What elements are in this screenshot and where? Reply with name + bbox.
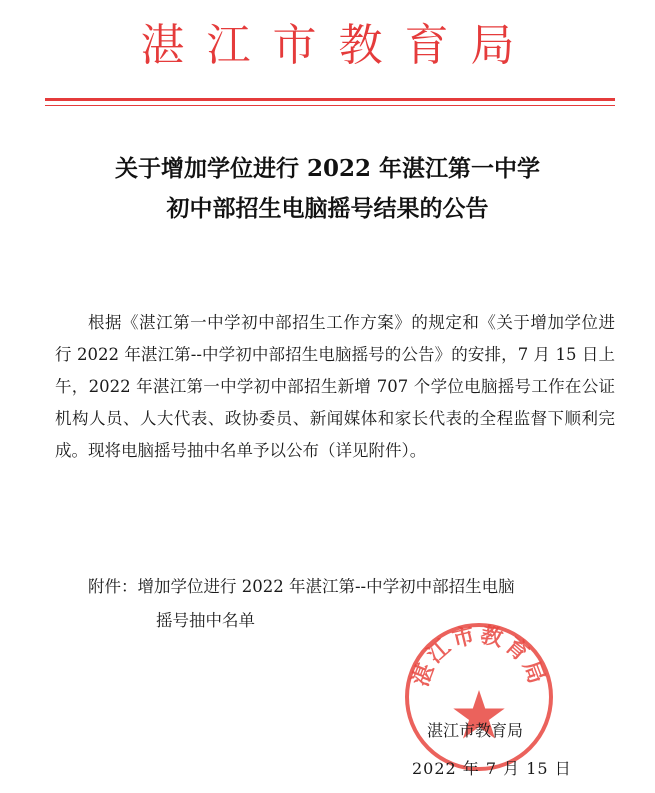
attachment-line-2: 摇号抽中名单 <box>156 611 255 630</box>
letterhead-divider-thick <box>45 98 615 101</box>
official-seal-stamp <box>402 620 556 774</box>
notice-title-line-1: 关于增加学位进行 2022 年湛江第一中学 <box>114 155 541 182</box>
attachment-label: 附件： <box>88 577 138 596</box>
notice-body-paragraph: 根据《湛江第一中学初中部招生工作方案》的规定和《关于增加学位进行 2022 年湛江第--中学初中部招生电脑摇号的公告》的安排，7 月 15 日上午，2022 年湛江第一中学初中部招生新增 707 个学位电脑摇号工作在公证机构人员、人大代表、政协委员、新闻媒体和家长代表的全程监督下顺利完成。现将电脑摇号抽中名单予以公布（详见附件）。 <box>55 313 615 460</box>
signature-date: 2022 年 7 月 15 日 <box>412 759 572 778</box>
signature-organization: 湛江市教育局 <box>427 721 524 740</box>
attachment-line-1: 增加学位进行 2022 年湛江第--中学初中部招生电脑 <box>137 577 515 596</box>
seal-ring-text: 湛江市教育局 <box>407 621 551 690</box>
notice-title-line-2: 初中部招生电脑摇号结果的公告 <box>166 195 489 222</box>
svg-text:湛江市教育局 <box>407 622 550 690</box>
letterhead-org-name: 湛江市教育局 <box>140 20 537 71</box>
letterhead-divider-thin <box>45 105 615 106</box>
